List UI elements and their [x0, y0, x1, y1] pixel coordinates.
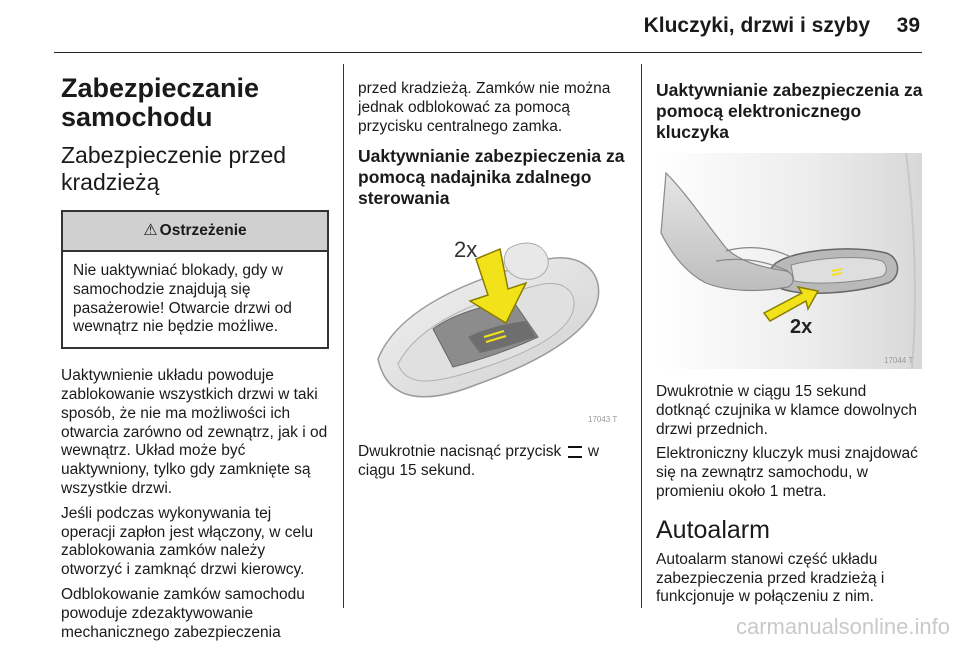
column-3 [656, 80, 924, 613]
figure-caption [358, 443, 626, 481]
header-rule [54, 52, 922, 53]
column-2 [358, 80, 626, 487]
paragraph: Autoalarm stanowi część układu zabezpieczenia przed kradzieżą i funkcjonuje w połączeniu z nim. [656, 550, 885, 606]
warning-label: Ostrzeżenie [159, 221, 247, 239]
section-subtitle: Zabezpieczenie przed kradzieżą [61, 142, 287, 195]
press-count-label: 2x [790, 316, 813, 338]
paragraph: Dwukrotnie w ciągu 15 sekund dotknąć czujnika w klamce dowolnych drzwi przednich. [656, 383, 918, 438]
lock-button-icon [568, 446, 582, 458]
remote-key-figure [358, 219, 624, 429]
door-handle-illustration [656, 153, 922, 369]
page-number: 39 [896, 14, 920, 37]
warning-header [63, 212, 327, 252]
watermark: carmanualsonline.info [735, 614, 950, 639]
paragraph: przed kradzieżą. Zamków nie można jednak odblokować za pomocą przycisku centralnego zamka. [358, 80, 611, 135]
column-1 [61, 72, 329, 648]
column-divider [641, 64, 642, 608]
press-count-label: 2x [454, 237, 478, 263]
column-divider [343, 64, 344, 608]
paragraph: Jeśli podczas wykonywania tej operacji zapłon jest włączony, w celu zablokowania zamków należy otworzyć i zamknąć drzwi kierowcy. [61, 504, 314, 579]
figure-code: 17043 T [588, 415, 618, 425]
subsection-heading: Uaktywnianie zabezpieczenia za pomocą elektronicznego kluczyka [656, 80, 923, 142]
caption-text: Dwukrotnie nacisnąć przycisk [358, 443, 562, 461]
warning-box [61, 210, 329, 349]
header-title: Kluczyki, drzwi i szyby [643, 14, 870, 37]
warning-triangle-icon: ⚠ [143, 221, 158, 239]
alarm-heading: Autoalarm [656, 515, 770, 544]
paragraph: Odblokowanie zamków samochodu powoduje zdezaktywowanie mechanicznego zabezpieczenia [61, 585, 305, 641]
door-handle-figure [656, 153, 922, 369]
figure-code: 17044 T [884, 356, 914, 365]
remote-key-illustration [358, 219, 624, 429]
paragraph: Uaktywnienie układu powoduje zablokowanie wszystkich drzwi w taki sposób, że nie ma możliwości ich otwarcia zarówno od zewnątrz, jak i od wewnątrz. Układ może być uaktywniony, tylko gdy zamknięte są wszystkie drzwi. [61, 367, 328, 497]
paragraph: Elektroniczny kluczyk musi znajdować się na zewnątrz samochodu, w promieniu około 1 metra. [656, 445, 918, 500]
warning-text: Nie uaktywniać blokady, gdy w samochodzie znajdują się pasażerowie! Otwarcie drzwi od wewnątrz nie będzie możliwe. [73, 262, 292, 336]
subsection-heading: Uaktywnianie zabezpieczenia za pomocą nadajnika zdalnego sterowania [358, 146, 625, 209]
section-title: Zabezpieczanie samochodu [61, 73, 260, 132]
caption-text: w ciągu 15 sekund. [358, 443, 600, 480]
